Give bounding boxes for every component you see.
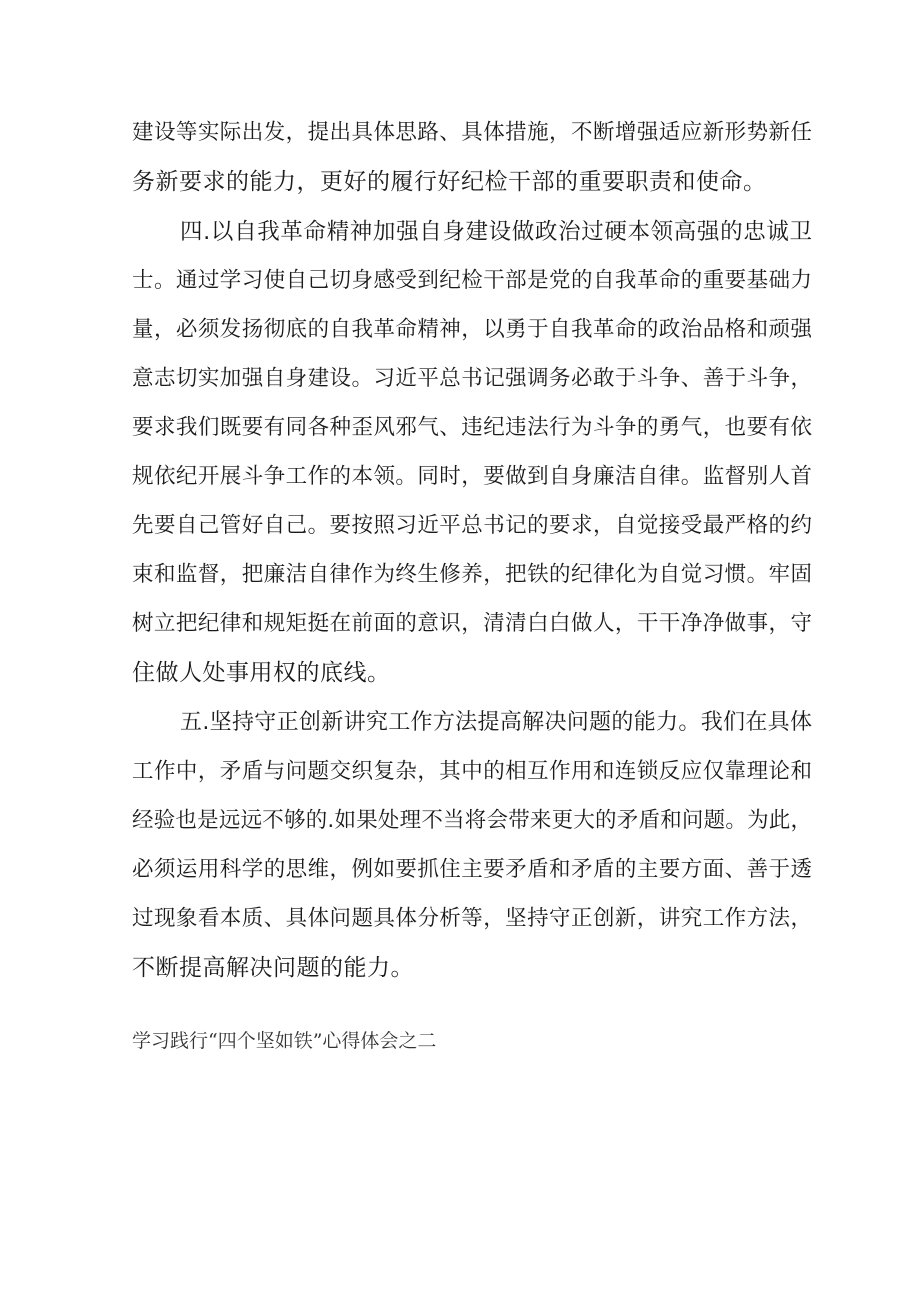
paragraph-line: 量，必须发扬彻底的自我革命精神，以勇于自我革命的政治品格和顽强 <box>132 317 812 342</box>
paragraph-line: 建设等实际出发，提出具体思路、具体措施，不断增强适应新形势新任 <box>132 120 812 145</box>
paragraph-line: 务新要求的能力，更好的履行好纪检干部的重要职责和使命。 <box>132 169 767 195</box>
paragraph-line: 必须运用科学的思维，例如要抓住主要矛盾和矛盾的主要方面、善于透 <box>132 857 812 882</box>
paragraph-line: 住做人处事用权的底线。 <box>132 660 391 686</box>
paragraph-line: 束和监督，把廉洁自律作为终生修养，把铁的纪律化为自觉习惯。牢固 <box>132 562 812 587</box>
next-article-title: 学习践行“四个坚如铁”心得体会之二 <box>132 1030 437 1052</box>
section-four-heading-line: 四.以自我革命精神加强自身建设做政治过硬本领高强的忠诚卫 <box>180 219 812 245</box>
paragraph-line: 士。通过学习使自己切身感受到纪检干部是党的自我革命的重要基础力 <box>132 268 812 293</box>
section-five-heading-line: 五.坚持守正创新讲究工作方法提高解决问题的能力。我们在具体 <box>180 710 812 735</box>
paragraph-line: 规依纪开展斗争工作的本领。同时，要做到自身廉洁自律。监督别人首 <box>132 464 812 489</box>
paragraph-line: 不断提高解决问题的能力。 <box>132 955 414 981</box>
paragraph-line: 意志切实加强自身建设。习近平总书记强调务必敢于斗争、善于斗争， <box>132 366 812 391</box>
paragraph-line: 经验也是远远不够的.如果处理不当将会带来更大的矛盾和问题。为此， <box>132 808 812 833</box>
paragraph-line: 过现象看本质、具体问题具体分析等，坚持守正创新，讲究工作方法， <box>132 906 812 931</box>
paragraph-line: 树立把纪律和规矩挺在前面的意识，清清白白做人，干干净净做事，守 <box>132 611 812 636</box>
paragraph-line: 要求我们既要有同各种歪风邪气、违纪违法行为斗争的勇气，也要有依 <box>132 415 812 440</box>
paragraph-line: 工作中，矛盾与问题交织复杂，其中的相互作用和连锁反应仅靠理论和 <box>132 759 812 784</box>
paragraph-line: 先要自己管好自己。要按照习近平总书记的要求，自觉接受最严格的约 <box>132 513 812 538</box>
